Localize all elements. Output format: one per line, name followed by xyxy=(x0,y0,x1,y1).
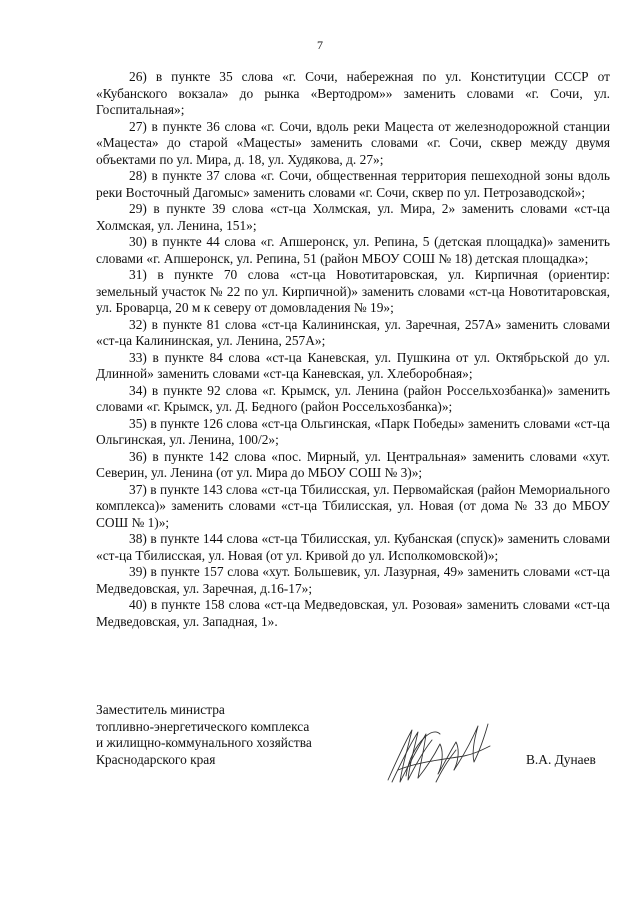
signer-position-line: и жилищно-коммунального хозяйства xyxy=(96,735,312,750)
signer-position-line: Заместитель министра xyxy=(96,702,225,717)
signer-position-line: топливно-энергетического комплекса xyxy=(96,718,310,734)
signer-position xyxy=(96,702,376,768)
amendment-paragraph-34: 34) в пункте 92 слова «г. Крымск, ул. Ленина (район Россельхозбанка)» заменить словами «г. Крымск, ул. Д. Бедного (район Россельхозбанка)»; xyxy=(96,382,610,414)
amendment-paragraph-31: 31) в пункте 70 слова «ст-ца Новотитаровская, ул. Кирпичная (ориентир: земельный участок № 22 по ул. Кирпичной)» заменить словами «ст-ца Новотитаровская, ул. Броварца, 20 м к северу от домовладения № 19»; xyxy=(96,267,610,315)
document-body xyxy=(96,69,610,630)
page-number: 7 xyxy=(317,38,323,52)
amendment-paragraph-26: 26) в пункте 35 слова «г. Сочи, набережная по ул. Конституции СССР от «Кубанского вокзала» до рынка «Вертодром»» заменить словами «г. Сочи, ул. Госпитальная»; xyxy=(96,69,610,117)
signer-name: В.А. Дунаев xyxy=(526,752,596,767)
amendment-paragraph-37: 37) в пункте 143 слова «ст-ца Тбилисская, ул. Первомайская (район Мемориального комплекса)» заменить словами «ст-ца Тбилисская, ул. Новая (от дома № 33 до МБОУ СОШ № 1)»; xyxy=(96,481,610,530)
signature-block xyxy=(96,702,610,792)
amendment-paragraph-36: 36) в пункте 142 слова «пос. Мирный, ул. Центральная» заменить словами «хут. Северин, ул. Ленина (от ул. Мира до МБОУ СОШ № 3)»; xyxy=(96,448,610,480)
amendment-paragraph-40: 40) в пункте 158 слова «ст-ца Медведовская, ул. Розовая» заменить словами «ст-ца Медведовская, ул. Западная, 1». xyxy=(96,597,610,629)
amendment-paragraph-35: 35) в пункте 126 слова «ст-ца Ольгинская, «Парк Победы» заменить словами «ст-ца Ольгинская, ул. Ленина, 100/2»; xyxy=(96,415,610,447)
amendment-paragraph-33: 33) в пункте 84 слова «ст-ца Каневская, ул. Пушкина от ул. Октябрьской до ул. Длинной» заменить словами «ст-ца Каневская, ул. Хлеборобная»; xyxy=(96,349,610,381)
amendment-paragraph-28: 28) в пункте 37 слова «г. Сочи, общественная территория пешеходной зоны вдоль реки Восточный Дагомыс» заменить словами «г. Сочи, сквер по ул. Петрозаводской»; xyxy=(96,168,610,200)
amendment-paragraph-32: 32) в пункте 81 слова «ст-ца Калининская, ул. Заречная, 257А» заменить словами «ст-ца Калининская, ул. Ленина, 257А»; xyxy=(96,316,610,348)
amendment-paragraph-38: 38) в пункте 144 слова «ст-ца Тбилисская, ул. Кубанская (спуск)» заменить словами «ст-ца Тбилисская, ул. Новая (от ул. Кривой до ул. Исполкомовской)»; xyxy=(96,531,610,563)
amendment-paragraph-27: 27) в пункте 36 слова «г. Сочи, вдоль реки Мацеста от железнодорожной станции «Мацеста» до старой «Мацесты» заменить словами «г. Сочи, сквер между двумя объектами по ул. Мира, д. 18, ул. Худякова, д. 27»; xyxy=(96,118,610,167)
amendment-paragraph-39: 39) в пункте 157 слова «хут. Большевик, ул. Лазурная, 49» заменить словами «ст-ца Медведовская, ул. Заречная, д.16-17»; xyxy=(96,564,610,596)
amendment-paragraph-29: 29) в пункте 39 слова «ст-ца Холмская, ул. Мира, 2» заменить словами «ст-ца Холмская, ул. Ленина, 151»; xyxy=(96,201,610,233)
amendment-paragraph-30: 30) в пункте 44 слова «г. Апшеронск, ул. Репина, 5 (детская площадка)» заменить словами «г. Апшеронск, ул. Репина, 51 (район МБОУ СОШ № 18) детская площадка»; xyxy=(96,234,610,266)
handwritten-signature xyxy=(378,710,493,790)
signer-position-line: Краснодарского края xyxy=(96,751,216,767)
